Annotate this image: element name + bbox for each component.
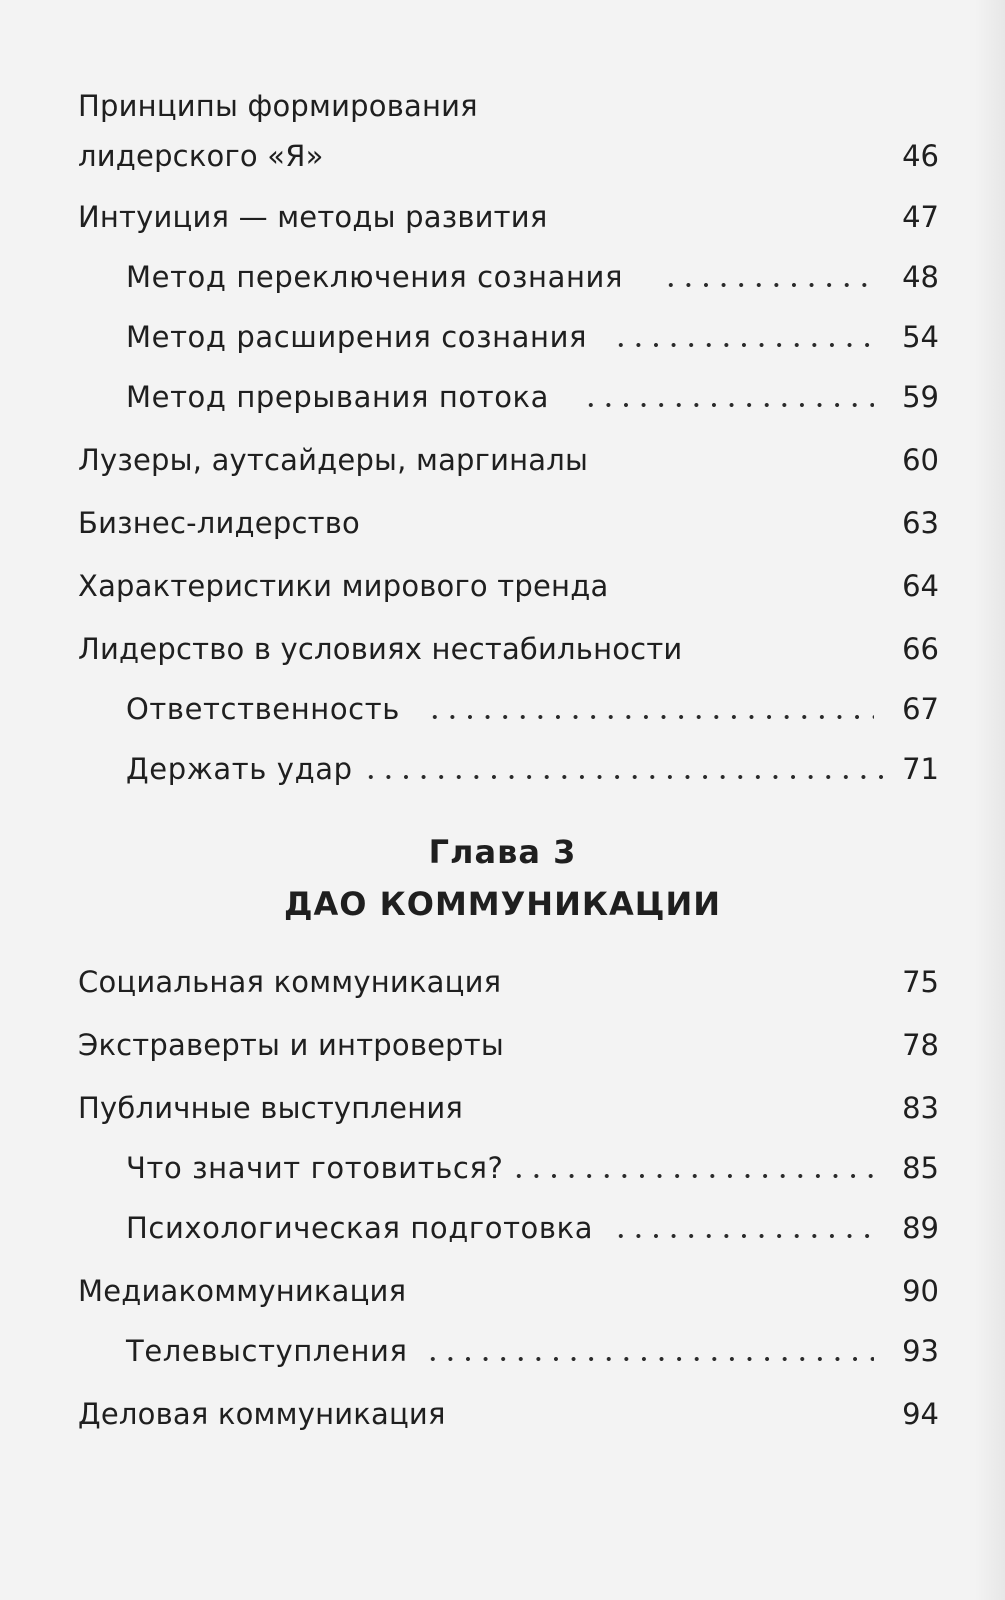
toc-entry-title: Что значит готовиться? (126, 1151, 504, 1185)
toc-subentry (0, 1208, 1005, 1268)
toc-entry-title: Держать удар (126, 752, 353, 786)
toc-entry-title: Лидерство в условиях нестабильности (78, 632, 683, 666)
toc-entry-page-number: 54 (902, 320, 939, 354)
dot-leader (426, 715, 874, 719)
toc-entry-page-number: 90 (902, 1274, 939, 1308)
toc-entry-page-number: 75 (902, 965, 939, 999)
toc-entry-page-number: 47 (902, 200, 939, 234)
toc-entry-page-number: 48 (902, 260, 939, 294)
toc-entry-title: Ответственность (126, 692, 400, 726)
toc-subentry (0, 749, 1005, 809)
toc-subentry (0, 377, 1005, 437)
toc-subentry (0, 689, 1005, 749)
toc-entry-page-number: 66 (902, 632, 939, 666)
dot-leader (662, 283, 874, 287)
toc-entry-page-number: 71 (902, 752, 939, 786)
toc-entry-page-number: 93 (902, 1334, 939, 1368)
toc-entry-title: Метод переключения сознания (126, 260, 624, 294)
dot-leader (362, 775, 892, 779)
toc-subentry (0, 1148, 1005, 1208)
toc-entry-title: Метод прерывания потока (126, 380, 550, 414)
toc-entry-title: Экстраверты и интроверты (78, 1028, 504, 1062)
toc-entry-page-number: 85 (902, 1151, 939, 1185)
toc-entry-page-number: 78 (902, 1028, 939, 1062)
toc-entry-page-number: 60 (902, 443, 939, 477)
toc-entry-title: Медиакоммуникация (78, 1274, 407, 1308)
toc-entry-page-number: 83 (902, 1091, 939, 1125)
toc-entry-title: Публичные выступления (78, 1091, 464, 1125)
toc-entry-title-line-1: Принципы формирования (78, 89, 478, 123)
toc-entry (0, 1394, 1005, 1454)
toc-entry (0, 1271, 1005, 1331)
toc-entry-title: Лузеры, аутсайдеры, маргиналы (78, 443, 589, 477)
toc-entry-title: Характеристики мирового тренда (78, 569, 609, 603)
toc-entry (0, 1025, 1005, 1085)
toc-entry (0, 1088, 1005, 1148)
chapter-title: ДАО КОММУНИКАЦИИ (283, 885, 722, 923)
toc-entry-page-number: 67 (902, 692, 939, 726)
toc-subentry (0, 257, 1005, 317)
toc-subentry (0, 1331, 1005, 1391)
toc-entry-page-number: 46 (902, 139, 939, 173)
dot-leader (510, 1174, 874, 1178)
toc-entry (0, 197, 1005, 257)
toc-entry-title: Социальная коммуникация (78, 965, 502, 999)
toc-entry-page-number: 59 (902, 380, 939, 414)
toc-entry (0, 503, 1005, 563)
toc-entry-title: Деловая коммуникация (78, 1397, 446, 1431)
toc-subentry (0, 317, 1005, 377)
chapter-number: Глава 3 (428, 833, 577, 871)
dot-leader (424, 1357, 874, 1361)
toc-entry (0, 962, 1005, 1022)
dot-leader (582, 403, 874, 407)
toc-entry-page-number: 89 (902, 1211, 939, 1245)
toc-entry-page-number: 64 (902, 569, 939, 603)
dot-leader (612, 1234, 874, 1238)
toc-entry-page-number: 63 (902, 506, 939, 540)
toc-entry-title: Метод расширения сознания (126, 320, 588, 354)
toc-entry-title: Психологическая подготовка (126, 1211, 594, 1245)
toc-entry (0, 566, 1005, 626)
toc-entry (0, 84, 1005, 184)
toc-entry-page-number: 94 (902, 1397, 939, 1431)
toc-entry-title: Бизнес-лидерство (78, 506, 360, 540)
toc-entry (0, 629, 1005, 689)
toc-entry (0, 440, 1005, 500)
toc-entry-title: Телевыступления (126, 1334, 408, 1368)
toc-entry-title: Интуиция — методы развития (78, 200, 548, 234)
dot-leader (612, 343, 874, 347)
toc-entry-title-line-2: лидерского «Я» (78, 139, 324, 173)
